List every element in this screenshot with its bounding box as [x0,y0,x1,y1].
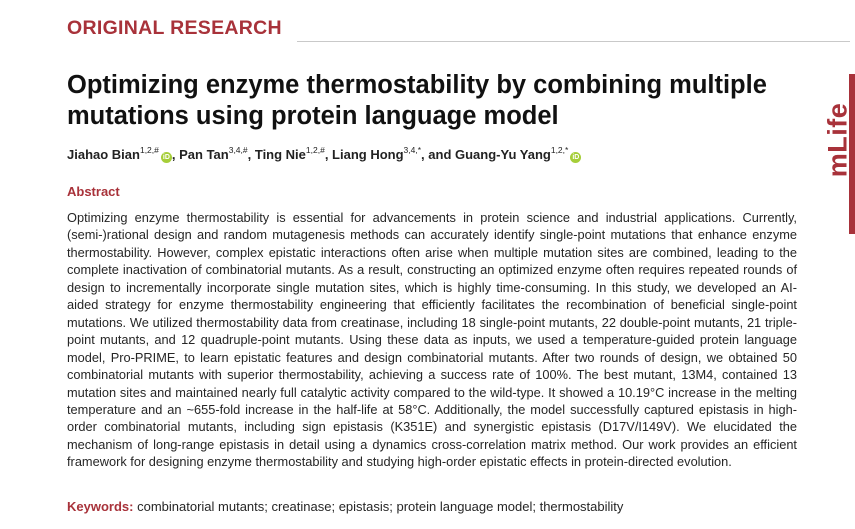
author-name[interactable]: Pan Tan [179,147,229,162]
orcid-icon[interactable]: iD [162,154,170,161]
author-name[interactable]: Liang Hong [332,147,404,162]
author-name[interactable]: Ting Nie [254,147,306,162]
author-name[interactable]: Jiahao Bian [67,147,140,162]
author-separator: , [324,147,333,162]
abstract-heading: Abstract [67,184,120,199]
article-title: Optimizing enzyme thermostability by combining multiple mutations using protein language model [67,71,767,130]
author-list [67,145,581,163]
author-separator: , [247,147,255,162]
section-label: ORIGINAL RESEARCH [67,17,282,39]
author-name[interactable]: Guang-Yu Yang [455,147,551,162]
journal-logo: mLife [822,102,853,178]
keywords-line [67,499,623,514]
author-affiliation: 3,4,* [403,145,422,155]
author-separator: , and [421,147,455,162]
author-affiliation: 1,2,* [550,145,569,155]
author-affiliation: 1,2,# [139,145,159,155]
keywords-label: Keywords: [67,499,134,514]
author-affiliation: 1,2,# [305,145,325,155]
keywords-text: combinatorial mutants; creatinase; epistasis; protein language model; thermostability [137,499,624,514]
orcid-icon[interactable]: iD [572,154,580,161]
abstract-text: Optimizing enzyme thermostability is essential for advancements in protein science and industrial applications. Currently, (semi-)rational design and random mutagenesis methods can accurately identify single-point mutations that enhance enzyme thermostability. However, complex epistatic interactions often arise when multiple mutation sites are combined, leading to the complete inactivation of combinatorial mutants. As a result, constructing an optimized enzyme often requires repeated rounds of design to incrementally incorporate single mutation sites, which is highly time-consuming. In this study, we developed an AI-aided strategy for enzyme thermostability engineering that efficiently facilitates the recombination of beneficial single-point mutations. We utilized thermostability data from creatinase, including 18 single-point mutants, 22 double-point mutants, 21 triple-point mutants, and 12 quadruple-point mutants. Using these data as inputs, we used a temperature-guided protein language model, Pro-PRIME, to learn epistatic features and design combinatorial mutants. After two rounds of design, we obtained 50 combinatorial mutants with superior thermostability, achieving a success rate of 100%. The best mutant, 13M4, contained 13 mutation sites and maintained nearly full catalytic activity compared to the wild-type. It showed a 10.19°C increase in the melting temperature and an ~655-fold increase in the half-life at 58°C. Additionally, the model successfully captured epistasis in high-order combinatorial mutants, including sign epistasis (K351E) and synergistic epistasis (D17V/I149V). We elucidated the mechanism of long-range epistasis in detail using a dynamics cross-correlation matrix method. Our work provides an efficient framework for designing enzyme thermostability and studying high-order epistatic effects in protein-directed evolution. [67,210,797,470]
author-separator: , [171,147,180,162]
header-divider [297,41,850,42]
author-affiliation: 3,4,# [228,145,248,155]
